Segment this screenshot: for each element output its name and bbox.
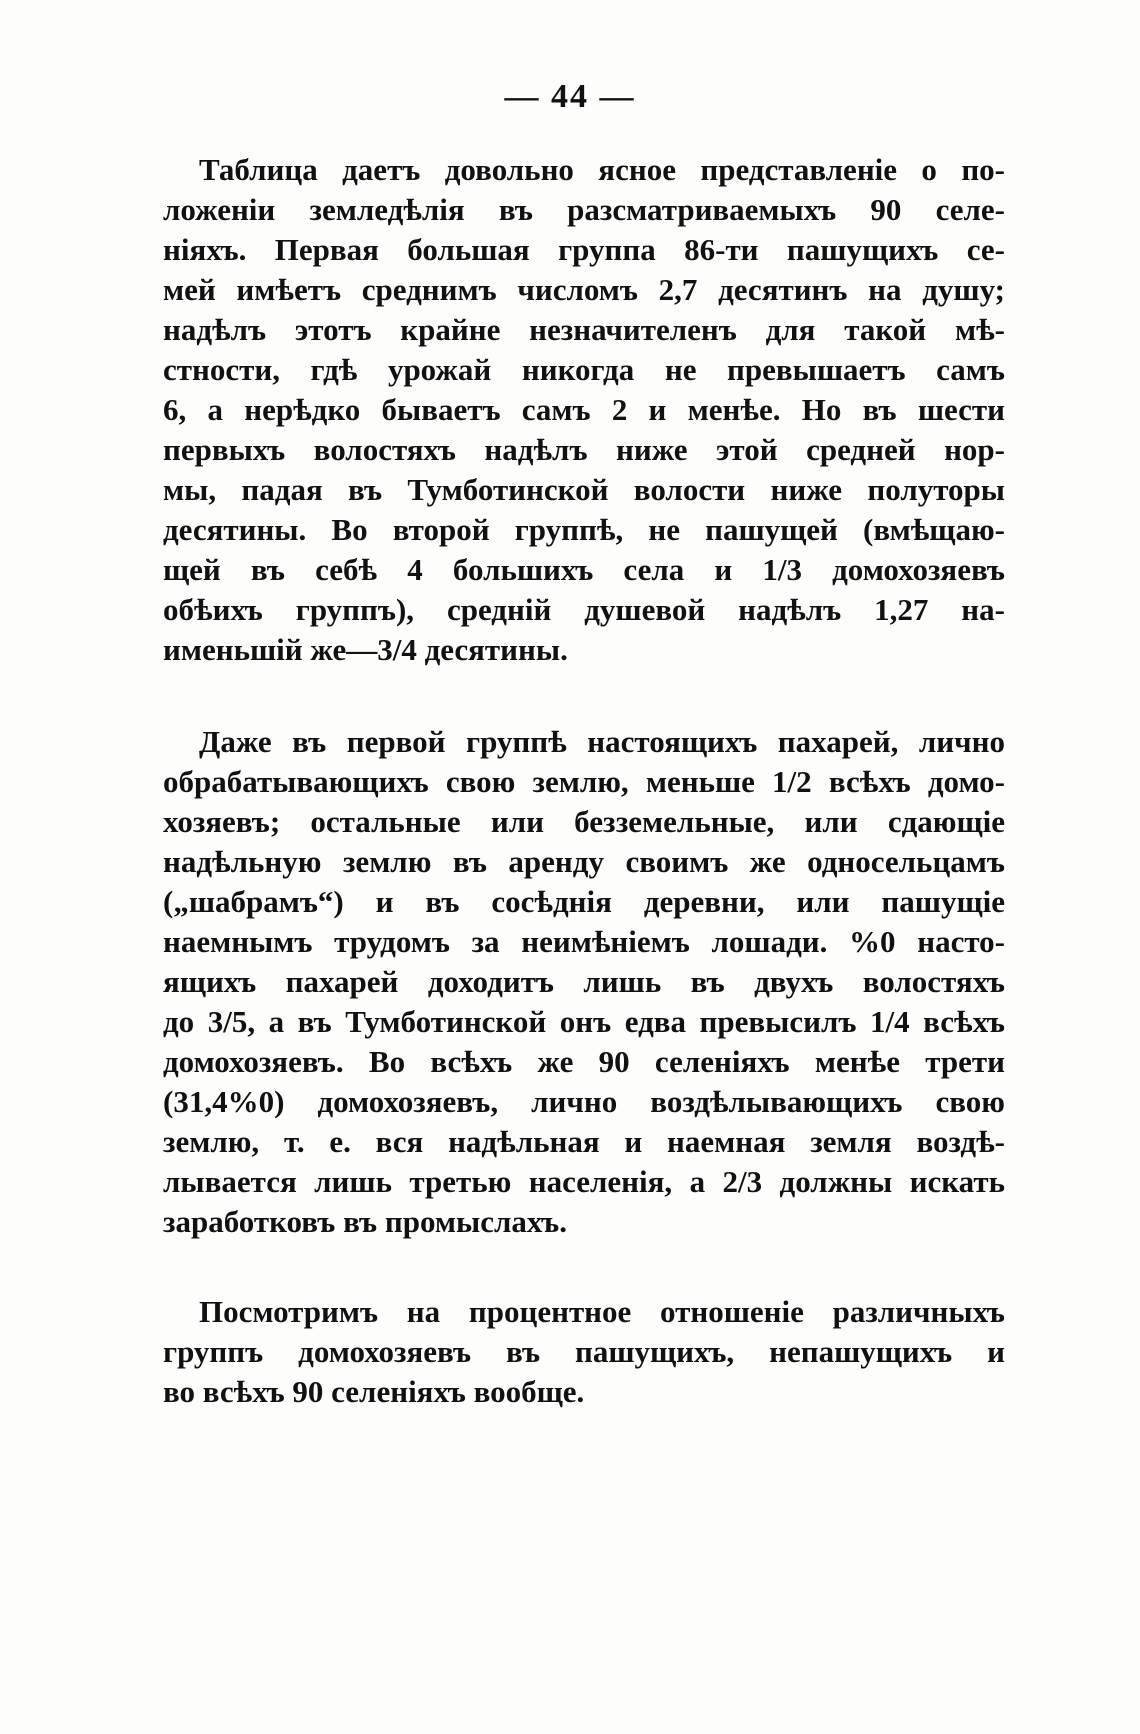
paragraph-1	[163, 150, 1005, 670]
paragraph-line: Посмотримъ на процентное отношеніе различныхъ	[199, 1294, 1005, 1329]
paragraph-line: надѣлъ этотъ крайне незначителенъ для такой мѣ-	[163, 312, 1005, 347]
paragraph-line: хозяевъ; остальные или безземельные, или сдающіе	[163, 804, 1005, 839]
paragraph-line: надѣльную землю въ аренду своимъ же односельцамъ	[163, 844, 1005, 879]
paragraph-line: обѣихъ группъ), средній душевой надѣлъ 1,27 на-	[163, 592, 1005, 627]
paragraph-line: Даже въ первой группѣ настоящихъ пахарей, лично	[199, 724, 1005, 759]
paragraph-line: именьшій же—3/4 десятины.	[163, 632, 568, 667]
paragraph-line: землю, т. е. вся надѣльная и наемная земля воздѣ-	[163, 1124, 1005, 1159]
paragraph-line: (31,4%0) домохозяевъ, лично воздѣлывающихъ свою	[163, 1084, 1005, 1119]
paragraph-line: обрабатывающихъ свою землю, меньше 1/2 всѣхъ домо-	[163, 764, 1005, 799]
page-number: — 44 —	[504, 78, 636, 115]
paragraph-line: ящихъ пахарей доходитъ лишь въ двухъ волостяхъ	[163, 964, 1005, 999]
paragraph-line: мей имѣетъ среднимъ числомъ 2,7 десятинъ на душу;	[163, 272, 1005, 307]
paragraph-line: до 3/5, а въ Тумботинской онъ едва превысилъ 1/4 всѣхъ	[163, 1004, 1005, 1039]
paragraph-line: заработковъ въ промыслахъ.	[163, 1204, 567, 1239]
paragraph-line: группъ домохозяевъ въ пашущихъ, непашущихъ и	[163, 1334, 1005, 1369]
paragraph-line: первыхъ волостяхъ надѣлъ ниже этой средней нор-	[163, 432, 1005, 467]
paragraph-3	[163, 1292, 1005, 1412]
paragraph-line: ніяхъ. Первая большая группа 86-ти пашущихъ се-	[163, 232, 1005, 267]
paragraph-line: наемнымъ трудомъ за неимѣніемъ лошади. %0 насто-	[163, 924, 1005, 959]
paragraph-line: щей въ себѣ 4 большихъ села и 1/3 домохозяевъ	[163, 552, 1005, 587]
paragraph-line: ложеніи земледѣлія въ разсматриваемыхъ 90 селе-	[163, 192, 1005, 227]
paragraph-line: во всѣхъ 90 селеніяхъ вообще.	[163, 1374, 585, 1409]
paragraph-2	[163, 722, 1005, 1242]
paragraph-line: десятины. Во второй группѣ, не пашущей (вмѣщаю-	[163, 512, 1005, 547]
paragraph-line: („шабрамъ“) и въ сосѣднія деревни, или пашущіе	[163, 884, 1005, 919]
paragraph-line: мы, падая въ Тумботинской волости ниже полуторы	[163, 472, 1005, 507]
paragraph-line: домохозяевъ. Во всѣхъ же 90 селеніяхъ менѣе трети	[163, 1044, 1005, 1079]
paragraph-line: 6, а нерѣдко бываетъ самъ 2 и менѣе. Но въ шести	[163, 392, 1005, 427]
paragraph-line: лывается лишь третью населенія, а 2/3 должны искать	[163, 1164, 1005, 1199]
paragraph-line: стности, гдѣ урожай никогда не превышаетъ самъ	[163, 352, 1005, 387]
paragraph-line: Таблица даетъ довольно ясное представленіе о по-	[199, 152, 1005, 187]
